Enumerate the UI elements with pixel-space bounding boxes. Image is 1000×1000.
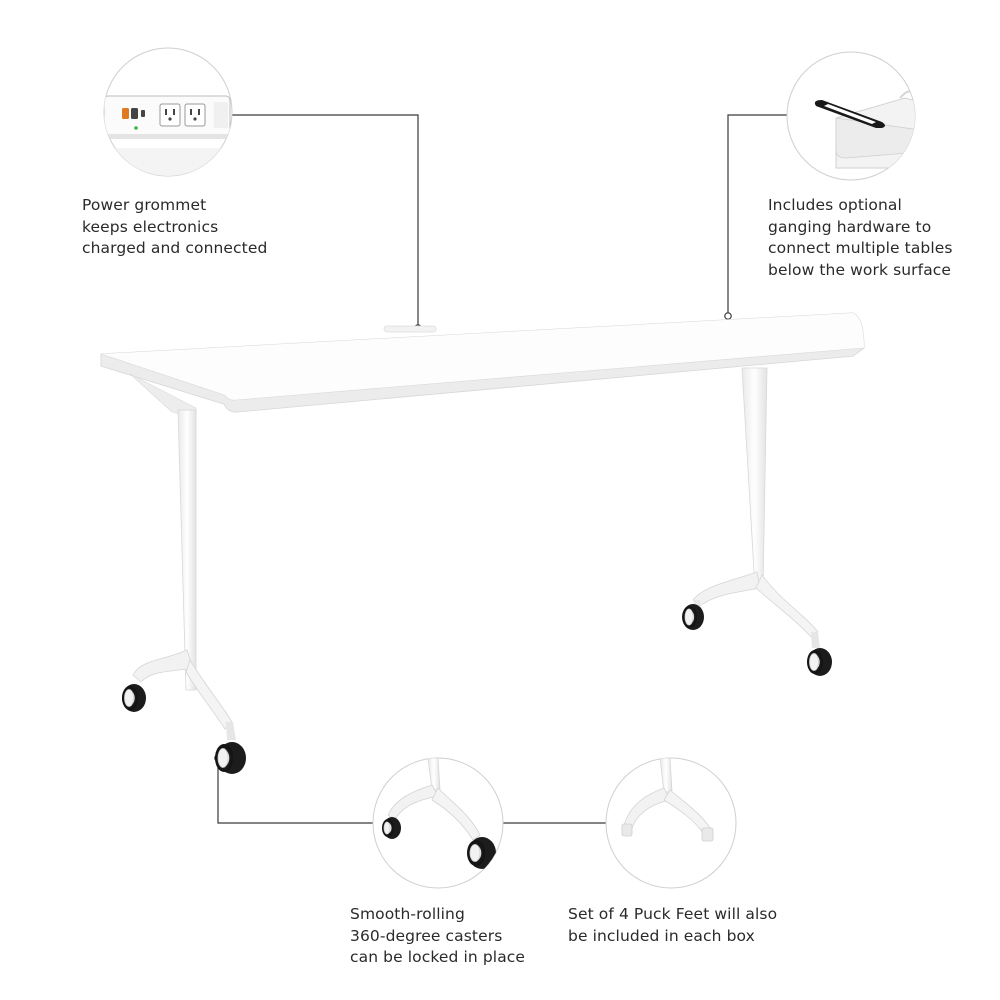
caption-line: below the work surface xyxy=(768,260,952,279)
caption-line: Smooth-rolling xyxy=(350,905,465,923)
ac-outlet xyxy=(160,104,180,126)
caster-wheel xyxy=(122,684,146,712)
table-leg-back-right xyxy=(682,368,832,676)
caption-line: be included in each box xyxy=(568,926,755,945)
usb-port xyxy=(131,108,138,119)
caption-line: keeps electronics xyxy=(82,217,219,236)
detail-circle-puck-feet xyxy=(606,758,736,888)
caption-line: charged and connected xyxy=(82,239,268,257)
caster-wheel xyxy=(215,742,246,774)
caption-line: connect multiple tables xyxy=(768,239,953,257)
puck-foot xyxy=(702,828,713,841)
caster-wheel xyxy=(682,604,704,630)
usb-port xyxy=(141,110,145,117)
ganging-leader-dot xyxy=(725,313,731,319)
detail-circle-ganging-hardware xyxy=(787,52,920,180)
ac-outlet xyxy=(185,104,205,126)
detail-circle-casters xyxy=(373,758,503,888)
caption-line: 360-degree casters xyxy=(350,926,503,945)
puck-foot xyxy=(622,824,632,836)
caption-line: Set of 4 Puck Feet will also xyxy=(568,905,778,923)
usb-port xyxy=(122,108,129,119)
leader-lines xyxy=(218,115,787,823)
table-leg-front-left xyxy=(122,374,246,774)
caption-line: ganging hardware to xyxy=(768,217,932,236)
table xyxy=(101,313,864,774)
caption-line: can be locked in place xyxy=(350,948,526,966)
power-grommet-slot xyxy=(384,326,436,332)
detail-circle-power-grommet xyxy=(104,48,234,178)
caption-ganging-hardware xyxy=(768,195,953,281)
caption-line: Includes optional xyxy=(768,196,902,214)
caption-puck-feet xyxy=(568,904,777,947)
caption-casters xyxy=(350,904,525,969)
caption-line: Power grommet xyxy=(82,196,207,214)
caption-power-grommet xyxy=(82,195,267,260)
caster-wheel xyxy=(807,648,832,676)
